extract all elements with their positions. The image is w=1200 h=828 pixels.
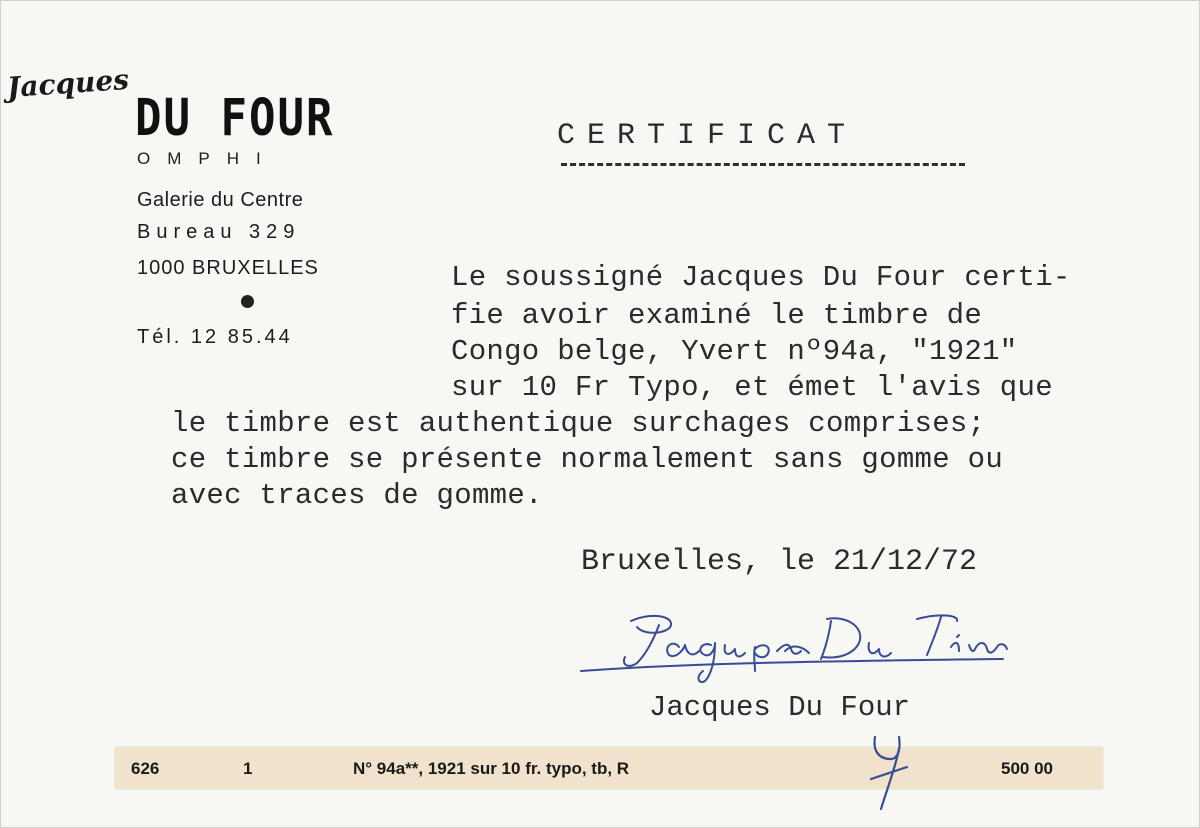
body-line-5: le timbre est authentique surchages comprises; bbox=[171, 407, 986, 440]
body-line-4: sur 10 Fr Typo, et émet l'avis que bbox=[451, 371, 1053, 404]
filled-circle-icon bbox=[241, 295, 254, 308]
body-line-6: ce timbre se présente normalement sans gomme ou bbox=[171, 443, 1004, 476]
letterhead-subtitle: OMPHI bbox=[137, 149, 278, 168]
quantity: 1 bbox=[243, 759, 253, 778]
place-and-date: Bruxelles, le 21/12/72 bbox=[581, 545, 978, 579]
certificate-title: CERTIFICAT bbox=[557, 119, 858, 153]
address-line-2: Bureau 329 bbox=[137, 221, 301, 243]
address-line-3: 1000 BRUXELLES bbox=[137, 257, 319, 279]
body-line-3: Congo belge, Yvert nº94a, "1921" bbox=[451, 335, 1018, 368]
title-underline bbox=[561, 163, 965, 166]
handwritten-signature bbox=[579, 607, 1109, 689]
letterhead-brand-name: DU FOUR bbox=[135, 89, 335, 148]
pencil-check-mark bbox=[867, 729, 911, 815]
signer-name: Jacques Du Four bbox=[649, 691, 911, 724]
address-line-1: Galerie du Centre bbox=[137, 189, 304, 211]
body-line-7: avec traces de gomme. bbox=[171, 479, 543, 512]
lot-number: 626 bbox=[131, 759, 160, 778]
body-line-2: fie avoir examiné le timbre de bbox=[451, 299, 983, 332]
auction-label-strip bbox=[115, 747, 1103, 789]
letterhead-script-name: Jacques bbox=[5, 62, 130, 105]
lot-price: 500 00 bbox=[1001, 759, 1053, 778]
phone-number: Tél. 12 85.44 bbox=[137, 326, 293, 348]
lot-description: N° 94a**, 1921 sur 10 fr. typo, tb, R bbox=[353, 759, 630, 778]
body-line-1: Le soussigné Jacques Du Four certi- bbox=[451, 261, 1071, 294]
